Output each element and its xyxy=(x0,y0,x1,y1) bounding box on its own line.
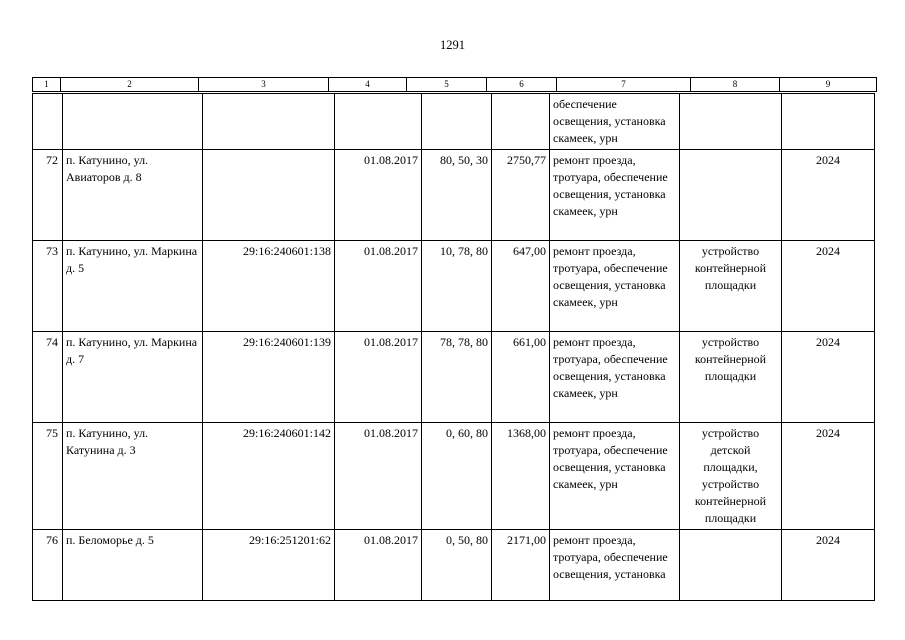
cell-area xyxy=(492,94,550,150)
table-row xyxy=(33,530,875,601)
cell-number: 72 xyxy=(33,150,63,241)
cell-area: 2750,77 xyxy=(492,150,550,241)
cell-address: п. Катунино, ул. Катунина д. 3 xyxy=(63,423,203,530)
cell-area: 661,00 xyxy=(492,332,550,423)
table-row xyxy=(33,332,875,423)
cell-coordinates: 78, 78, 80 xyxy=(422,332,492,423)
cell-coordinates: 10, 78, 80 xyxy=(422,241,492,332)
column-number-header xyxy=(32,77,877,92)
cell-coordinates: 80, 50, 30 xyxy=(422,150,492,241)
cell-date: 01.08.2017 xyxy=(335,423,422,530)
column-number: 9 xyxy=(780,78,877,92)
cell-coordinates: 0, 60, 80 xyxy=(422,423,492,530)
cell-area: 2171,00 xyxy=(492,530,550,601)
cell-year: 2024 xyxy=(782,423,875,530)
cell-works: ремонт проезда, тротуара, обеспечение освещения, установка скамеек, урн xyxy=(550,332,680,423)
cell-year: 2024 xyxy=(782,150,875,241)
column-number: 5 xyxy=(407,78,487,92)
cell-date: 01.08.2017 xyxy=(335,332,422,423)
cell-year: 2024 xyxy=(782,530,875,601)
cell-cadastral-number xyxy=(203,94,335,150)
cell-address xyxy=(63,94,203,150)
cell-address: п. Катунино, ул. Маркина д. 7 xyxy=(63,332,203,423)
cell-works: ремонт проезда, тротуара, обеспечение освещения, установка скамеек, урн xyxy=(550,150,680,241)
table-row xyxy=(33,150,875,241)
cell-address: п. Катунино, ул. Авиаторов д. 8 xyxy=(63,150,203,241)
cell-date: 01.08.2017 xyxy=(335,241,422,332)
cell-coordinates: 0, 50, 80 xyxy=(422,530,492,601)
cell-cadastral-number: 29:16:251201:62 xyxy=(203,530,335,601)
cell-cadastral-number: 29:16:240601:138 xyxy=(203,241,335,332)
cell-area: 647,00 xyxy=(492,241,550,332)
column-number: 3 xyxy=(199,78,329,92)
cell-coordinates xyxy=(422,94,492,150)
data-table xyxy=(32,93,875,601)
cell-works: обеспечение освещения, установка скамеек, урн xyxy=(550,94,680,150)
table-row xyxy=(33,94,875,150)
cell-date: 01.08.2017 xyxy=(335,530,422,601)
cell-number: 73 xyxy=(33,241,63,332)
column-number: 7 xyxy=(557,78,691,92)
cell-works: ремонт проезда, тротуара, обеспечение освещения, установка скамеек, урн xyxy=(550,241,680,332)
page-number: 1291 xyxy=(440,38,465,52)
cell-additional-works: устройство детской площадки, устройство контейнерной площадки xyxy=(680,423,782,530)
cell-address: п. Беломорье д. 5 xyxy=(63,530,203,601)
cell-works: ремонт проезда, тротуара, обеспечение освещения, установка скамеек, урн xyxy=(550,423,680,530)
cell-cadastral-number xyxy=(203,150,335,241)
cell-number: 74 xyxy=(33,332,63,423)
cell-additional-works xyxy=(680,150,782,241)
column-number: 2 xyxy=(61,78,199,92)
cell-additional-works xyxy=(680,94,782,150)
table-row xyxy=(33,241,875,332)
cell-number: 76 xyxy=(33,530,63,601)
column-number: 6 xyxy=(487,78,557,92)
cell-works: ремонт проезда, тротуара, обеспечение освещения, установка xyxy=(550,530,680,601)
cell-number xyxy=(33,94,63,150)
cell-date xyxy=(335,94,422,150)
column-number: 4 xyxy=(329,78,407,92)
table-row xyxy=(33,423,875,530)
cell-additional-works: устройство контейнерной площадки xyxy=(680,241,782,332)
column-number: 8 xyxy=(691,78,780,92)
cell-date: 01.08.2017 xyxy=(335,150,422,241)
cell-year: 2024 xyxy=(782,241,875,332)
cell-cadastral-number: 29:16:240601:139 xyxy=(203,332,335,423)
cell-year: 2024 xyxy=(782,332,875,423)
cell-year xyxy=(782,94,875,150)
column-number: 1 xyxy=(33,78,61,92)
cell-additional-works: устройство контейнерной площадки xyxy=(680,332,782,423)
cell-address: п. Катунино, ул. Маркина д. 5 xyxy=(63,241,203,332)
cell-additional-works xyxy=(680,530,782,601)
cell-number: 75 xyxy=(33,423,63,530)
cell-cadastral-number: 29:16:240601:142 xyxy=(203,423,335,530)
cell-area: 1368,00 xyxy=(492,423,550,530)
